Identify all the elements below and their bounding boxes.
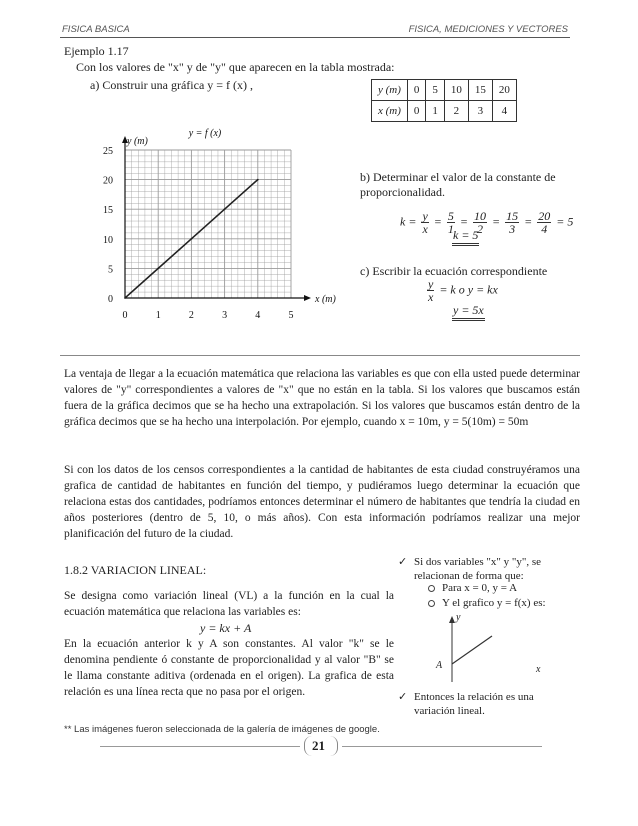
table-cell: x (m) bbox=[372, 101, 408, 122]
footer-rule-left bbox=[100, 746, 300, 747]
part-b-text: b) Determinar el valor de la constante de proporcionalidad. bbox=[360, 170, 556, 199]
fraction-y-over-x: $\frac{y}{x}$ bbox=[428, 277, 434, 304]
c-equation bbox=[425, 278, 498, 303]
y-tick-label: 0 bbox=[108, 294, 113, 305]
y-tick-label: 15 bbox=[103, 205, 113, 217]
x-tick-label: 0 bbox=[122, 310, 128, 321]
eq-sign: = bbox=[491, 214, 501, 229]
eq-sign: = bbox=[524, 214, 533, 229]
linear-variation-mini-graph bbox=[420, 612, 550, 684]
header-rule bbox=[60, 37, 570, 38]
x-tick-label: 3 bbox=[222, 310, 228, 321]
bullet-icon bbox=[428, 600, 435, 607]
k-boxed-result: k = 5 bbox=[452, 228, 479, 246]
k-equation bbox=[400, 210, 573, 235]
paragraph-census: Si con los datos de los censos correspondientes a la cantidad de habitantes de esta ciudad construyéramos una grafica de cantidad de habitantes en función del tiempo, y pudiéramos luego determinar la ecuación que relaciona estas dos cantidades, podríamos entonces determinar el número de habitantes que tendría la ciudad en años posteriores (dentro de 5, 10, o más años). Con esta información podríamos realizar una mejor planificación del futuro de la ciudad. bbox=[64, 464, 580, 540]
fraction-y-over-x: $\frac{y}{x}$ bbox=[422, 209, 428, 236]
x-tick-label: 2 bbox=[188, 310, 194, 321]
x-tick-label: 4 bbox=[255, 310, 261, 321]
table-cell: 0 bbox=[407, 101, 426, 122]
section-paragraph-1: Se designa como variación lineal (VL) a la función en la cual la ecuación matemática que relaciona las variables es: bbox=[64, 590, 394, 618]
linear-equation: y = kx + A bbox=[200, 621, 252, 635]
k-result: 5 bbox=[567, 214, 574, 229]
footer-rule-right bbox=[342, 746, 542, 747]
table-row bbox=[372, 101, 517, 122]
data-point bbox=[191, 238, 193, 240]
eq-sign: = bbox=[459, 214, 468, 229]
eq-sign: = bbox=[556, 214, 565, 229]
fraction-3: $\frac{15}{3}$ bbox=[506, 209, 519, 236]
part-c-text: c) Escribir la ecuación correspondiente bbox=[360, 264, 548, 278]
fraction-1: $\frac{5}{1}$ bbox=[447, 209, 454, 236]
table-cell: 15 bbox=[468, 80, 492, 101]
data-point bbox=[124, 297, 126, 299]
page-number: 21 bbox=[312, 738, 325, 753]
sidebar-bullet-2: Y el grafico y = f(x) es: bbox=[442, 597, 546, 609]
data-point bbox=[224, 208, 226, 210]
table-row bbox=[372, 80, 517, 101]
sidebar-conclusion: Entonces la relación es una variación lineal. bbox=[414, 691, 534, 717]
section-title: 1.8.2 VARIACION LINEAL: bbox=[64, 563, 207, 577]
c-boxed-result: y = 5x bbox=[452, 303, 485, 321]
section-divider bbox=[60, 355, 580, 356]
example-title: Ejemplo 1.17 bbox=[64, 44, 129, 58]
header-right: FISICA, MEDICIONES Y VECTORES bbox=[408, 24, 568, 35]
data-point bbox=[157, 268, 159, 270]
c-equation-rest: = k o y = kx bbox=[439, 282, 498, 297]
k-symbol: k bbox=[400, 214, 406, 229]
sidebar-item-text: Si dos variables "x" y "y", se relacionan de forma que: bbox=[414, 556, 542, 582]
x-axis-label: x (m) bbox=[315, 294, 336, 305]
part-a-text: a) Construir una gráfica y = f (x) , bbox=[90, 78, 254, 92]
table-cell: 1 bbox=[426, 101, 445, 122]
chart-title: y = f (x) bbox=[188, 128, 222, 139]
table-cell: 3 bbox=[468, 101, 492, 122]
y-tick-label: 25 bbox=[103, 146, 113, 157]
sidebar-bullet-1: Para x = 0, y = A bbox=[442, 582, 518, 594]
y-axis-label: y (m) bbox=[127, 136, 148, 147]
x-axis-arrow-icon bbox=[304, 295, 311, 301]
checkmark-icon: ✓ bbox=[398, 691, 408, 703]
mini-x-label: x bbox=[536, 664, 541, 675]
paragraph-interpolation: La ventaja de llegar a la ecuación matemática que relaciona las variables es que con ella usted puede determinar valores de "y" correspondientes a valores de "x" que no están en la tabla. Si los valores que buscamos están fuera de la gráfica decimos que se ha hecho una extrapolación. Si los valores que buscamos están dentro de la gráfica decimos que se ha hecho una interpolación. Por ejemplo, cuando x = 10m, y = 5(10m) = 50m bbox=[64, 368, 580, 428]
example-intro: Con los valores de "x" y de "y" que aparecen en la tabla mostrada: bbox=[76, 60, 395, 74]
y-tick-label: 10 bbox=[103, 234, 113, 246]
table-cell: 10 bbox=[444, 80, 468, 101]
checkmark-icon: ✓ bbox=[398, 556, 408, 568]
y-tick-label: 5 bbox=[108, 264, 113, 276]
table-cell: 4 bbox=[492, 101, 516, 122]
eq-sign: = bbox=[433, 214, 442, 229]
table-cell: y (m) bbox=[372, 80, 408, 101]
header-left: FISICA BASICA bbox=[62, 24, 130, 35]
x-tick-label: 1 bbox=[155, 310, 161, 321]
table-cell: 0 bbox=[407, 80, 426, 101]
y-tick-label: 20 bbox=[103, 175, 113, 187]
fraction-2: $\frac{10}{2}$ bbox=[473, 209, 486, 236]
x-tick-label: 5 bbox=[288, 310, 294, 321]
eq-sign: = bbox=[408, 214, 417, 229]
mini-y-label: y bbox=[456, 612, 461, 623]
data-point bbox=[257, 179, 259, 181]
mini-line bbox=[452, 636, 492, 664]
table-cell: 2 bbox=[444, 101, 468, 122]
arrow-up-icon bbox=[449, 616, 455, 623]
bullet-icon bbox=[428, 585, 435, 592]
mini-a-label: A bbox=[436, 660, 443, 671]
line-chart bbox=[95, 118, 345, 336]
section-paragraph-2: En la ecuación anterior k y A son constantes. Al valor "k" se le denomina pendiente ó constante de proporcionalidad y al valor "B" se le llama constante aditiva (ordenada en el origen). La grafica de esta relación es una línea recta que no pasa por el origen. bbox=[64, 638, 394, 698]
fraction-4: $\frac{20}{4}$ bbox=[538, 209, 551, 236]
footnote: ** Las imágenes fueron seleccionada de la galería de imágenes de google. bbox=[64, 724, 380, 735]
values-table bbox=[371, 79, 517, 122]
table-cell: 5 bbox=[426, 80, 445, 101]
table-cell: 20 bbox=[492, 80, 516, 101]
